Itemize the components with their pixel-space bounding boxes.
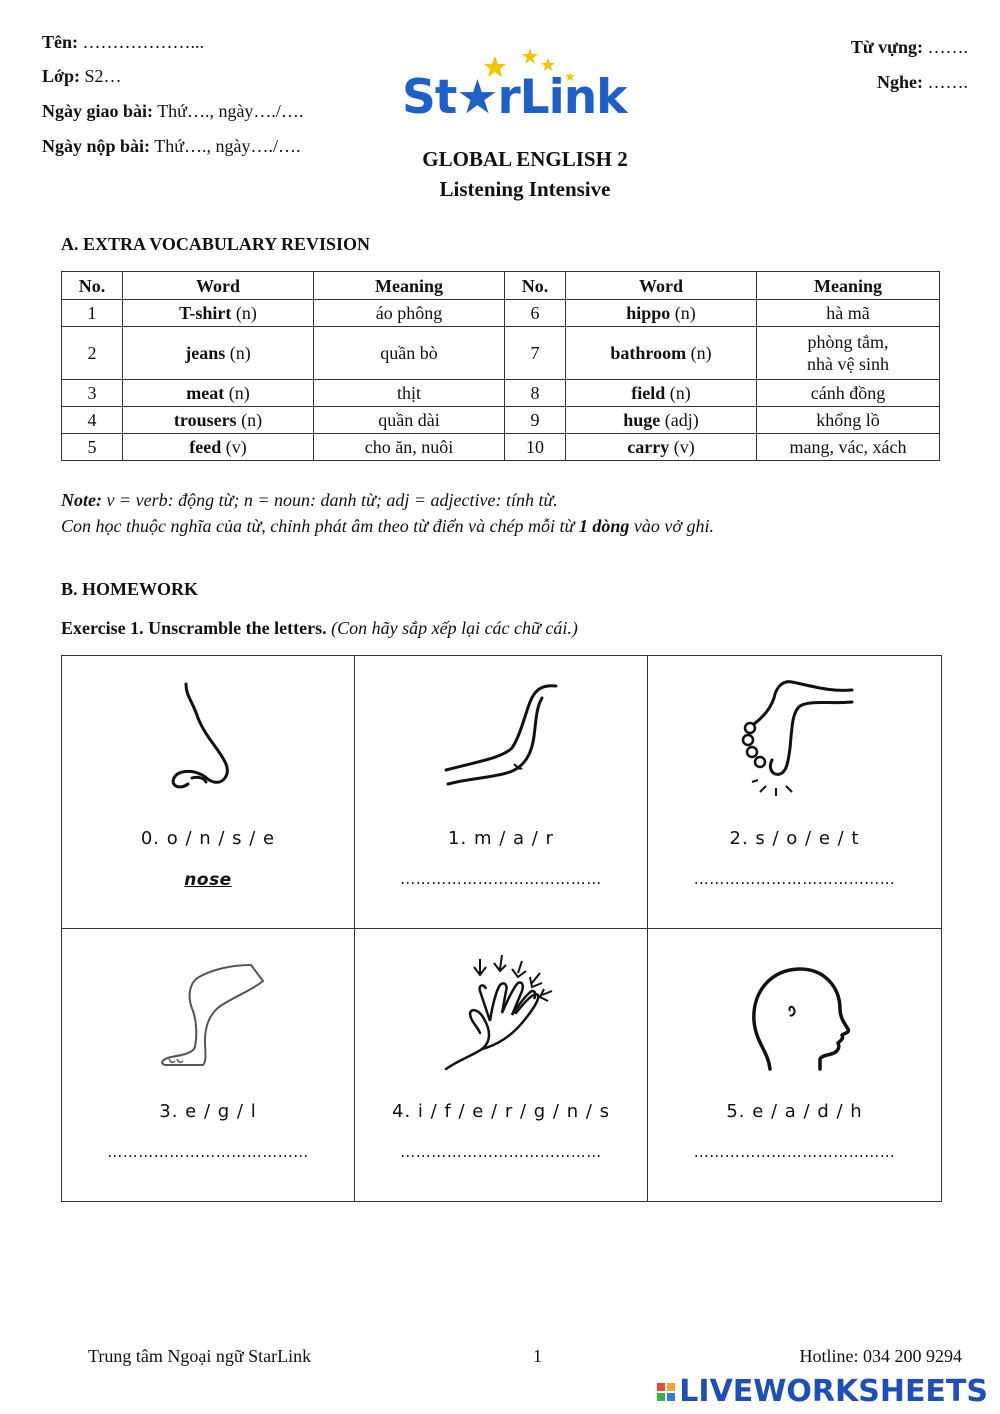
footer-hotline: Hotline: 034 200 9294 <box>799 1346 962 1366</box>
exercise-item <box>355 656 648 929</box>
liveworksheets-text: LIVEWORKSHEETS <box>679 1374 988 1409</box>
cell-meaning: quần dài <box>314 407 505 434</box>
answer-field[interactable]: ………………………………… <box>693 870 896 888</box>
vocab-score-label: Từ vựng: <box>850 37 923 57</box>
cell-meaning: áo phông <box>314 300 505 327</box>
puzzle-letters: 1. m / a / r <box>448 828 554 849</box>
puzzle-letters: 0. o / n / s / e <box>140 828 276 849</box>
table-row <box>62 434 940 461</box>
exercise-item <box>355 929 648 1202</box>
nose-icon <box>148 678 268 798</box>
cell-no: 6 <box>505 300 566 327</box>
fingers-icon <box>436 951 566 1081</box>
vocabulary-table <box>61 271 940 461</box>
class-label: Lớp: <box>42 66 80 86</box>
table-row <box>62 380 940 407</box>
column-header: No. <box>505 272 566 300</box>
table-header-row <box>62 272 940 300</box>
listening-score-label: Nghe: <box>877 72 923 92</box>
answer-field[interactable]: nose <box>184 870 232 890</box>
assign-date-label: Ngày giao bài: <box>42 101 154 121</box>
cell-meaning: hà mã <box>757 300 940 327</box>
cell-word: bathroom (n) <box>566 327 757 380</box>
exercise-title <box>61 618 578 639</box>
page-subtitle: Listening Intensive <box>439 177 611 201</box>
head-icon <box>730 951 860 1081</box>
column-header: Word <box>566 272 757 300</box>
cell-word: carry (v) <box>566 434 757 461</box>
vocab-score-field[interactable]: ……. <box>923 37 968 57</box>
starlink-logo <box>400 48 650 128</box>
cell-meaning: khổng lồ <box>757 407 940 434</box>
column-header: No. <box>62 272 123 300</box>
answer-field[interactable]: ………………………………… <box>107 1142 309 1161</box>
instruction-line <box>61 516 714 537</box>
instruction-emphasis: 1 dòng <box>578 516 630 536</box>
cell-meaning: quần bò <box>314 327 505 380</box>
listening-score-field[interactable]: ……. <box>923 72 968 92</box>
exercise-item <box>648 656 941 929</box>
cell-no: 3 <box>62 380 123 407</box>
exercise-title-text: Exercise 1. Unscramble the letters. <box>61 618 327 638</box>
section-b-heading: B. HOMEWORK <box>61 579 199 599</box>
liveworksheets-logo-icon <box>657 1383 675 1401</box>
section-a-heading: A. EXTRA VOCABULARY REVISION <box>61 234 371 254</box>
column-header: Meaning <box>314 272 505 300</box>
cell-word: hippo (n) <box>566 300 757 327</box>
cell-no: 9 <box>505 407 566 434</box>
liveworksheets-watermark <box>657 1374 988 1409</box>
cell-meaning: cho ăn, nuôi <box>314 434 505 461</box>
arm-icon <box>436 678 566 798</box>
exercise-item <box>62 929 355 1202</box>
table-row <box>62 300 940 327</box>
name-field[interactable]: ………………... <box>78 32 204 52</box>
submit-date-field[interactable]: Thứ…., ngày…./…. <box>150 136 301 156</box>
cell-word: trousers (n) <box>123 407 314 434</box>
column-header: Word <box>123 272 314 300</box>
logo-text: St★rLink <box>402 70 627 125</box>
exercise-grid <box>61 655 942 1202</box>
exercise-item <box>648 929 941 1202</box>
cell-no: 1 <box>62 300 123 327</box>
answer-field[interactable]: ………………………………… <box>693 1142 896 1161</box>
column-header: Meaning <box>757 272 940 300</box>
cell-word: field (n) <box>566 380 757 407</box>
page-number: 1 <box>533 1346 542 1366</box>
table-row <box>62 407 940 434</box>
class-line <box>42 66 122 87</box>
cell-meaning: thịt <box>314 380 505 407</box>
exercise-item <box>62 656 355 929</box>
cell-meaning: mang, vác, xách <box>757 434 940 461</box>
cell-no: 5 <box>62 434 123 461</box>
name-line <box>42 32 204 53</box>
cell-meaning: cánh đồng <box>757 380 940 407</box>
cell-no: 10 <box>505 434 566 461</box>
cell-word: T-shirt (n) <box>123 300 314 327</box>
instruction-text-end: vào vở ghi. <box>629 516 714 536</box>
puzzle-letters: 3. e / g / l <box>159 1100 257 1122</box>
cell-word: huge (adj) <box>566 407 757 434</box>
class-field: S2… <box>79 66 122 86</box>
submit-date-label: Ngày nộp bài: <box>42 136 151 156</box>
cell-meaning: phòng tắm, nhà vệ sinh <box>757 327 940 380</box>
exercise-hint: (Con hãy sắp xếp lại các chữ cái.) <box>326 618 578 638</box>
puzzle-letters: 2. s / o / e / t <box>729 828 860 849</box>
note-label: Note: <box>61 490 102 510</box>
puzzle-letters: 5. e / a / d / h <box>726 1100 863 1122</box>
cell-word: jeans (n) <box>123 327 314 380</box>
cell-word: feed (v) <box>123 434 314 461</box>
submit-date-line <box>42 136 300 157</box>
assign-date-line <box>42 101 303 122</box>
puzzle-letters: 4. i / f / e / r / g / n / s <box>392 1100 610 1122</box>
answer-field[interactable]: ………………………………… <box>400 1142 602 1161</box>
cell-no: 4 <box>62 407 123 434</box>
vocab-score <box>851 37 968 58</box>
toe-icon <box>730 678 860 808</box>
note-line <box>61 490 558 511</box>
cell-word: meat (n) <box>123 380 314 407</box>
assign-date-field[interactable]: Thứ…., ngày…./…. <box>153 101 304 121</box>
footer-center-name: Trung tâm Ngoại ngữ StarLink <box>88 1346 312 1366</box>
instruction-text: Con học thuộc nghĩa của từ, chỉnh phát âm theo từ điển và chép mỗi từ <box>61 516 579 536</box>
name-label: Tên: <box>42 32 78 52</box>
answer-field[interactable]: ………………………………… <box>400 870 602 888</box>
cell-no: 7 <box>505 327 566 380</box>
cell-no: 8 <box>505 380 566 407</box>
leg-icon <box>143 951 273 1081</box>
listening-score <box>877 72 968 93</box>
cell-no: 2 <box>62 327 123 380</box>
note-text: v = verb: động từ; n = noun: danh từ; adj = adjective: tính từ. <box>101 490 558 510</box>
page-title: GLOBAL ENGLISH 2 <box>422 147 628 171</box>
table-row <box>62 327 940 380</box>
